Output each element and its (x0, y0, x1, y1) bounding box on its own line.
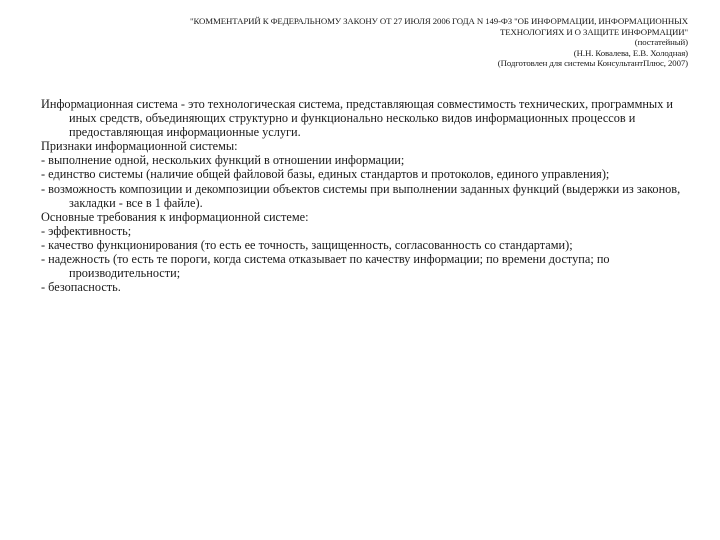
list-item-feature-composition: - возможность композиции и декомпозиции объектов системы при выполнении заданных функций (выдержки из законов, закладки - все в 1 файле). (41, 181, 681, 210)
paragraph-requirements-heading: Основные требования к информационной системе: (41, 209, 309, 224)
header-prepared: (Подготовлен для системы КонсультантПлюс, 2007) (497, 58, 688, 69)
list-item-requirement-security: - безопасность. (41, 280, 121, 295)
list-item-feature-unity: - единство системы (наличие общей файловой базы, единых стандартов и протоколов, единого управления); (41, 167, 610, 182)
list-item-requirement-quality: - качество функционирования (то есть ее точность, защищенность, согласованность со стандартами); (41, 237, 573, 252)
document-header (88, 16, 688, 69)
list-item-requirement-efficiency: - эффективность; (41, 223, 132, 238)
paragraph-features-heading: Признаки информационной системы: (41, 139, 238, 154)
header-title-line-1: "КОММЕНТАРИЙ К ФЕДЕРАЛЬНОМУ ЗАКОНУ ОТ 27 ИЮЛЯ 2006 ГОДА N 149-ФЗ "ОБ ИНФОРМАЦИИ, ИНФОРМАЦИОННЫХ (189, 16, 688, 26)
header-authors: (Н.Н. Ковалева, Е.В. Холодная) (573, 47, 688, 58)
list-item-requirement-reliability: - надежность (то есть те пороги, когда система отказывает по качеству информации; по времени доступа; по производительности; (41, 252, 610, 281)
document-body (41, 97, 687, 294)
header-note: (постатейный) (634, 37, 688, 48)
header-title-line-2: ТЕХНОЛОГИЯХ И О ЗАЩИТЕ ИНФОРМАЦИИ" (499, 26, 688, 37)
list-item-feature-functions: - выполнение одной, нескольких функций в отношении информации; (41, 153, 405, 168)
paragraph-definition: Информационная система - это технологическая система, представляющая совместимость технических, программных и иных средств, объединяющих структурно и функционально несколько видов информационных процессов и предоставляющая информационные услуги. (41, 97, 673, 140)
